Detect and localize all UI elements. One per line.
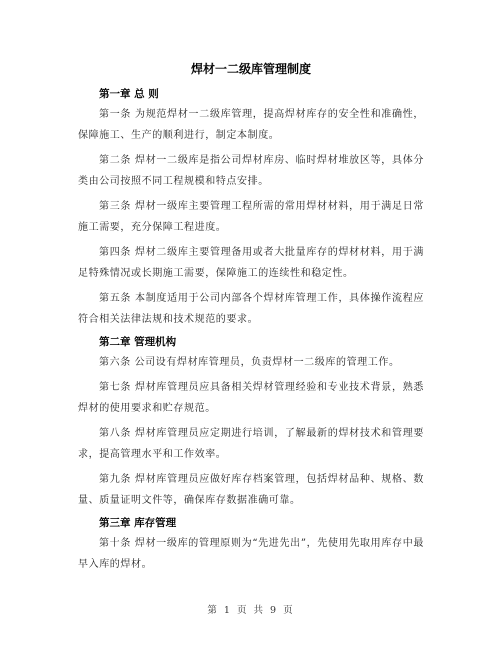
article-1: 第一条 为规范焊材一二级库管理，提高焊材库存的安全性和准确性，保障施工、生产的顺利进行，制定本制度。: [78, 109, 424, 141]
article-4: 第四条 焊材二级库主要管理备用或者大批量库存的焊材材料，用于满足特殊情况或长期施工需要，保障施工的连续性和稳定性。: [78, 247, 424, 279]
article-8: 第八条 焊材库管理员应定期进行培训，了解最新的焊材技术和管理要求，提高管理水平和工作效率。: [78, 428, 424, 460]
article-2: 第二条 焊材一二级库是指公司焊材库房、临时焊材堆放区等，具体分类由公司按照不同工程规模和特点安排。: [78, 155, 424, 187]
chapter-heading-3: 第三章 库存管理: [99, 517, 177, 529]
chapter-heading-1: 第一章 总 则: [99, 88, 159, 100]
article-7: 第七条 焊材库管理员应具备相关焊材管理经验和专业技术背景，熟悉焊材的使用要求和贮存规范。: [78, 382, 424, 414]
document-title: 焊材一二级库管理制度: [190, 62, 311, 76]
article-3: 第三条 焊材一级库主要管理工程所需的常用焊材材料，用于满足日常施工需要，充分保障工程进度。: [78, 201, 424, 233]
chapter-heading-2: 第二章 管理机构: [99, 336, 177, 348]
article-9: 第九条 焊材库管理员应做好库存档案管理，包括焊材品种、规格、数量、质量证明文件等，确保库存数据准确可靠。: [78, 474, 424, 506]
article-5: 第五条 本制度适用于公司内部各个焊材库管理工作，具体操作流程应符合相关法律法规和技术规范的要求。: [78, 293, 424, 325]
document-body: [78, 60, 424, 579]
article-6: 第六条 公司设有焊材库管理员，负责焊材一二级库的管理工作。: [99, 357, 400, 368]
page-number-footer: 第 1 页 共 9 页: [207, 605, 295, 616]
article-10: 第十条 焊材一级库的管理原则为“先进先出”，先使用先取用库存中最早入库的焊材。: [78, 538, 424, 570]
